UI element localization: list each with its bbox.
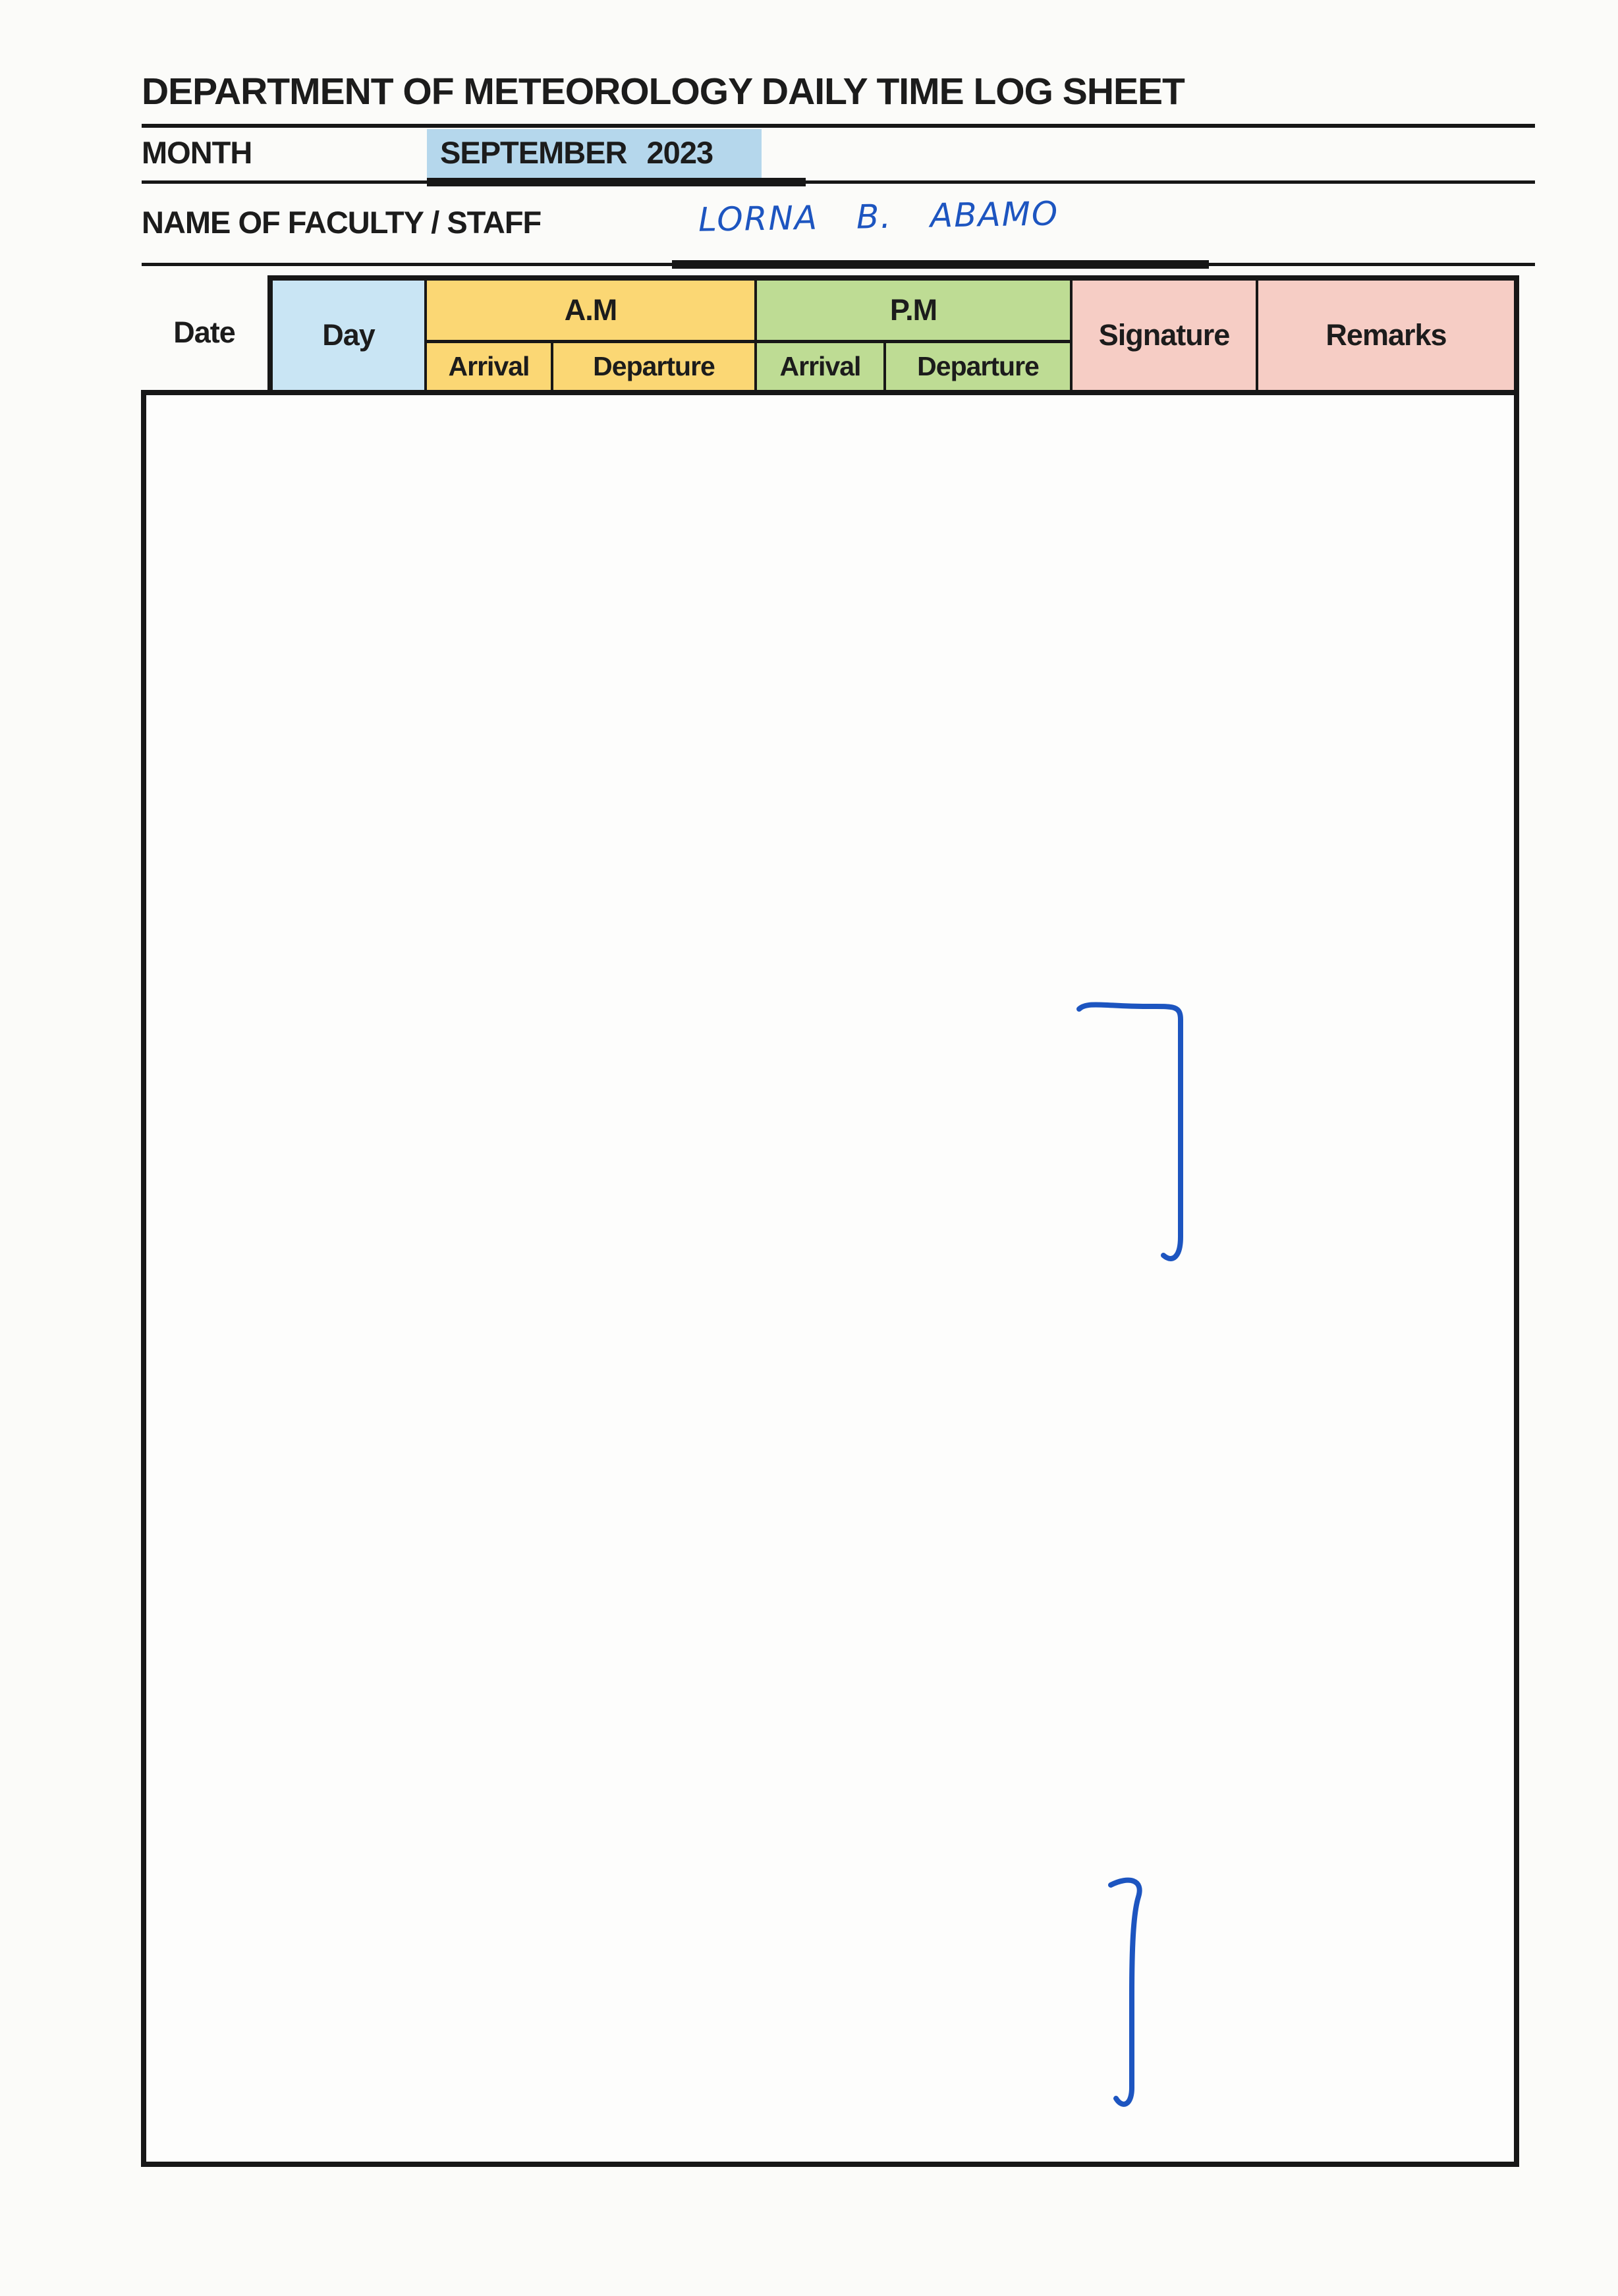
column-header-signature: Signature [1070, 281, 1256, 390]
column-header-am-departure: Departure [551, 340, 754, 390]
column-header-remarks: Remarks [1256, 281, 1514, 390]
column-header-am-group: A.M [424, 281, 754, 340]
column-header-pm-departure: Departure [883, 340, 1070, 390]
column-header-day: Day [273, 281, 424, 390]
faculty-name-label: NAME OF FACULTY / STAFF [142, 205, 542, 240]
title-underline [142, 124, 1535, 128]
faculty-name-value: LORNA B. ABAMO [698, 194, 1059, 239]
column-header-pm-arrival: Arrival [754, 340, 883, 390]
month-label: MONTH [142, 135, 252, 170]
column-header-am-arrival: Arrival [424, 340, 551, 390]
month-row-line [142, 180, 1535, 184]
column-header-date: Date [173, 315, 235, 349]
name-underline-heavy [672, 260, 1209, 269]
time-log-table-header [267, 275, 1519, 390]
time-log-table [141, 390, 1519, 2167]
page-title: DEPARTMENT OF METEOROLOGY DAILY TIME LOG SHEET [142, 70, 1185, 113]
month-value: SEPTEMBER 2023 [440, 135, 713, 170]
column-header-pm-group: P.M [754, 281, 1070, 340]
month-underline-heavy [427, 178, 806, 186]
